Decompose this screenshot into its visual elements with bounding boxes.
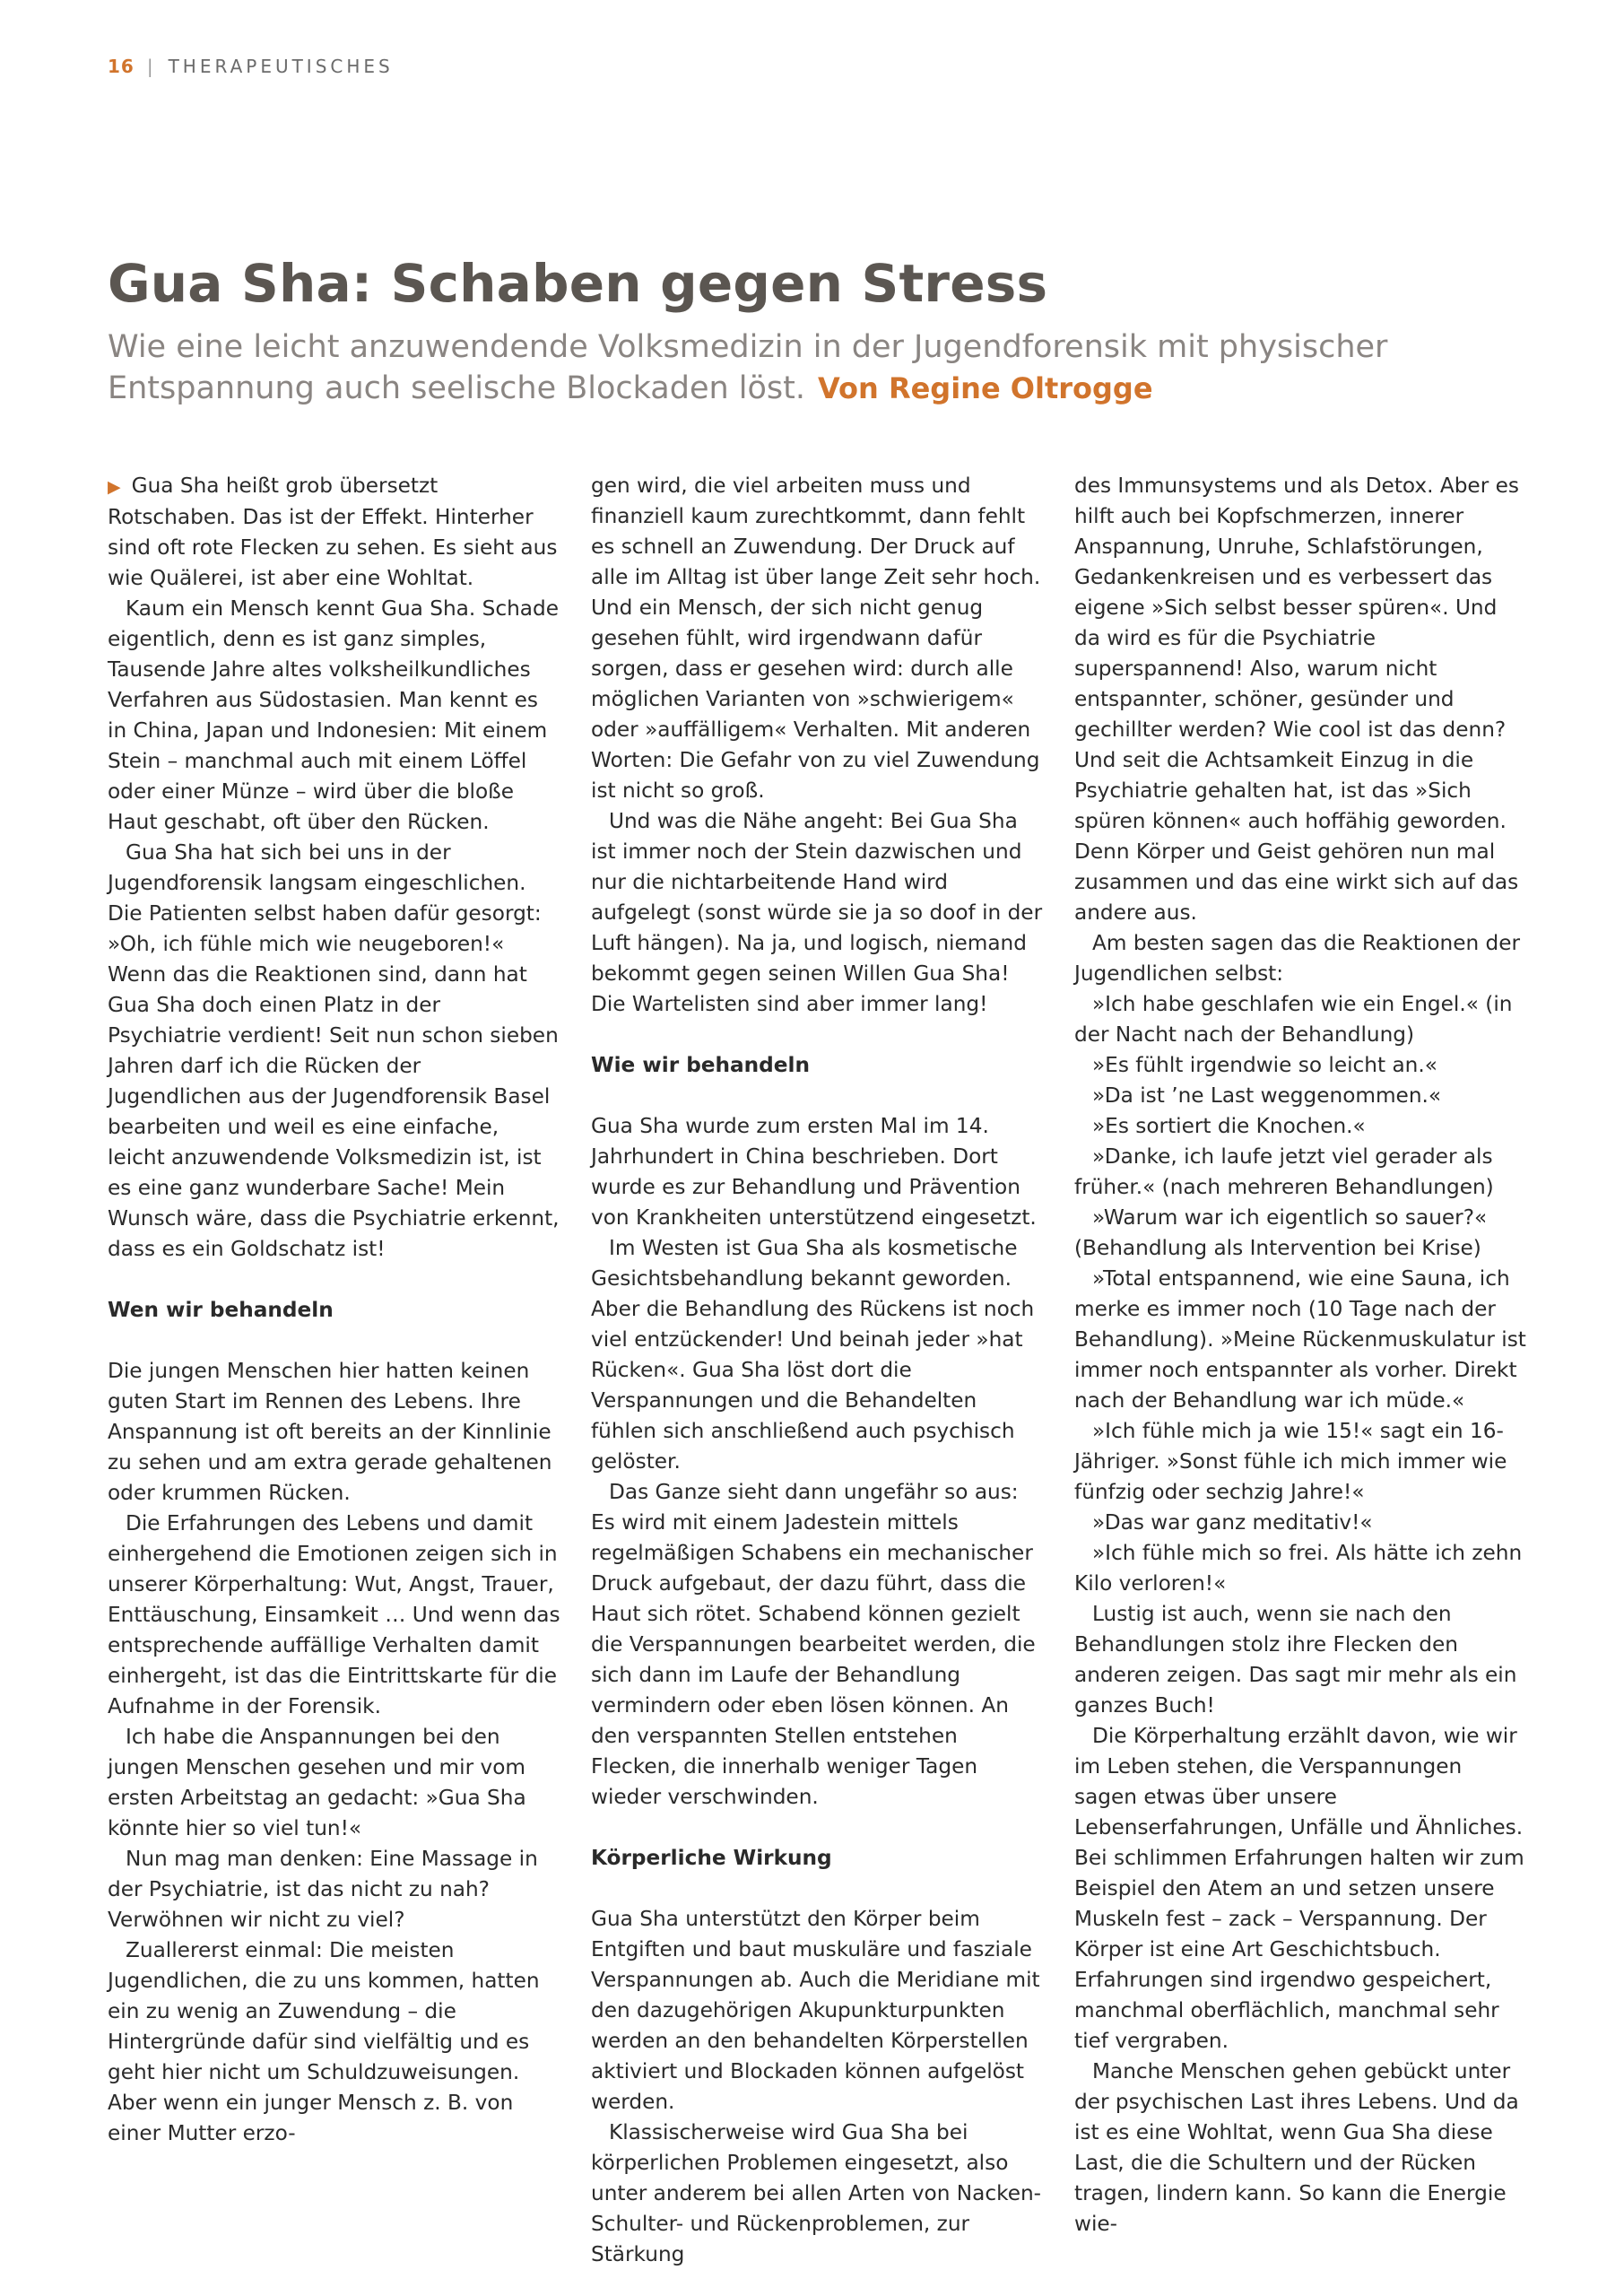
quote: »Ich fühle mich so frei. Als hätte ich zehn Kilo verloren!« xyxy=(1074,1541,1523,1596)
quote: »Es sortiert die Knochen.« xyxy=(1092,1114,1366,1138)
paragraph: Gua Sha unterstützt den Körper beim Entgiften und baut muskuläre und fasziale Verspannungen ab. Auch die Meridiane mit den dazugehörigen Akupunkturpunkten werden an den behandelten Körperstellen aktiviert und Blockaden können aufgelöst werden. xyxy=(591,1907,1040,2114)
quote: »Warum war ich eigentlich so sauer?« (Behandlung als Intervention bei Krise) xyxy=(1074,1205,1488,1260)
quote: »Total entspannend, wie eine Sauna, ich merke es immer noch (10 Tage nach der Behandlung). »Meine Rückenmuskulatur ist immer noch entspannter als vorher. Direkt nach der Behandlung war ich müde.« xyxy=(1074,1266,1526,1413)
running-head xyxy=(108,56,394,77)
text-column-1 xyxy=(108,471,560,2149)
paragraph: Kaum ein Mensch kennt Gua Sha. Schade eigentlich, denn es ist ganz simples, Tausende Jahre altes volksheilkundliches Verfahren aus Südostasien. Man kennt es in China, Japan und Indonesien: Mit einem Stein – manchmal auch mit einem Löffel oder einer Münze – wird über die bloße Haut geschabt, oft über den Rücken. xyxy=(108,596,559,834)
paragraph: Zuallererst einmal: Die meisten Jugendlichen, die zu uns kommen, hatten ein zu wenig an Zuwendung – die Hintergründe dafür sind vielfältig und es geht hier nicht um Schuldzuweisungen. Aber wenn ein junger Mensch z. B. von einer Mutter erzo- xyxy=(108,1938,540,2145)
paragraph: Ich habe die Anspannungen bei den jungen Menschen gesehen und mir vom ersten Arbeitstag an gedacht: »Gua Sha könnte hier so viel tun!« xyxy=(108,1725,526,1840)
paragraph: Nun mag man denken: Eine Massage in der Psychiatrie, ist das nicht zu nah? Verwöhnen wir nicht zu viel? xyxy=(108,1847,538,1932)
section-heading: Wen wir behandeln xyxy=(108,1298,334,1322)
paragraph: gen wird, die viel arbeiten muss und finanziell kaum zurechtkommt, dann fehlt es schnell an Zuwendung. Der Druck auf alle im Alltag ist über lange Zeit sehr hoch. Und ein Mensch, der sich nicht genug gesehen fühlt, wird irgendwann dafür sorgen, dass er gesehen wird: durch alle möglichen Varianten von »schwierigem« oder »auffälligem« Verhalten. Mit anderen Worten: Die Gefahr von zu viel Zuwendung ist nicht so groß. xyxy=(591,474,1041,803)
article-subtitle xyxy=(108,326,1560,409)
section-heading: Wie wir behandeln xyxy=(591,1053,810,1077)
article-title: Gua Sha: Schaben gegen Stress xyxy=(108,253,1048,314)
paragraph: Die Körperhaltung erzählt davon, wie wir im Leben stehen, die Verspannungen sagen etwas über unsere Lebenserfahrungen, Unfälle und Ähnliches. Bei schlimmen Erfahrungen halten wir zum Beispiel den Atem an und setzen unsere Muskeln fest – zack – Verspannung. Der Körper ist eine Art Geschichtsbuch. Erfahrungen sind irgendwo gespeichert, manchmal oberflächlich, manchmal sehr tief vergraben. xyxy=(1074,1724,1524,2053)
paragraph: Und was die Nähe angeht: Bei Gua Sha ist immer noch der Stein dazwischen und nur die nichtarbeitende Hand wird aufgelegt (sonst würde sie ja so doof in der Luft hängen). Na ja, und logisch, niemand bekommt gegen seinen Willen Gua Sha! Die Wartelisten sind aber immer lang! xyxy=(591,809,1043,1016)
paragraph: Die Erfahrungen des Lebens und damit einhergehend die Emotionen zeigen sich in unserer Körperhaltung: Wut, Angst, Trauer, Enttäuschung, Einsamkeit … Und wenn das entsprechende auffällige Verhalten damit einhergeht, ist das die Eintrittskarte für die Aufnahme in der Forensik. xyxy=(108,1511,560,1718)
subtitle-text: Wie eine leicht anzuwendende Volksmedizin in der Jugendforensik mit physischer Entspannung auch seelische Blockaden löst. xyxy=(108,329,1388,406)
triangle-bullet-icon: ▶ xyxy=(108,477,121,497)
paragraph: Im Westen ist Gua Sha als kosmetische Gesichtsbehandlung bekannt geworden. Aber die Behandlung des Rückens ist noch viel entzückender! Und beinah jeder »hat Rücken«. Gua Sha löst dort die Verspannungen und die Behandelten fühlen sich anschließend auch psychisch gelöster. xyxy=(591,1236,1035,1474)
paragraph: Am besten sagen das die Reaktionen der Jugendlichen selbst: xyxy=(1074,931,1521,986)
quote: »Ich habe geschlafen wie ein Engel.« (in der Nacht nach der Behandlung) xyxy=(1074,992,1513,1047)
quote: »Das war ganz meditativ!« xyxy=(1092,1510,1373,1535)
byline: Von Regine Oltrogge xyxy=(818,371,1153,405)
header-separator: | xyxy=(146,56,156,77)
section-heading: Körperliche Wirkung xyxy=(591,1846,832,1870)
paragraph: Gua Sha wurde zum ersten Mal im 14. Jahrhundert in China beschrieben. Dort wurde es zur Behandlung und Prävention von Krankheiten unterstützend eingesetzt. xyxy=(591,1114,1037,1230)
paragraph: Klassischerweise wird Gua Sha bei körperlichen Problemen eingesetzt, also unter anderem bei allen Arten von Nacken-Schulter- und Rückenproblemen, zur Stärkung xyxy=(591,2120,1042,2266)
paragraph: Lustig ist auch, wenn sie nach den Behandlungen stolz ihre Flecken den anderen zeigen. Das sagt mir mehr als ein ganzes Buch! xyxy=(1074,1602,1517,1718)
paragraph: Das Ganze sieht dann ungefähr so aus: Es wird mit einem Jadestein mittels regelmäßigen Schabens ein mechanischer Druck aufgebaut, der dazu führt, dass die Haut sich rötet. Schabend können gezielt die Verspannungen bearbeitet werden, die sich dann im Laufe der Behandlung vermindern oder eben lösen können. An den verspannten Stellen entstehen Flecken, die innerhalb weniger Tagen wieder verschwinden. xyxy=(591,1480,1036,1809)
paragraph: Gua Sha hat sich bei uns in der Jugendforensik langsam eingeschlichen. Die Patienten selbst haben dafür gesorgt: »Oh, ich fühle mich wie neugeboren!« Wenn das die Reaktionen sind, dann hat Gua Sha doch einen Platz in der Psychiatrie verdient! Seit nun schon sieben Jahren darf ich die Rücken der Jugendlichen aus der Jugendforensik Basel bearbeiten und weil es eine einfache, leicht anzuwendende Volksmedizin ist, ist es eine ganz wunderbare Sache! Mein Wunsch wäre, dass die Psychiatrie erkennt, dass es ein Goldschatz ist! xyxy=(108,840,560,1261)
paragraph: Manche Menschen gehen gebückt unter der psychischen Last ihres Lebens. Und da ist es eine Wohltat, wenn Gua Sha diese Last, die die Schultern und der Rücken tragen, lindern kann. So kann die Energie wie- xyxy=(1074,2059,1519,2236)
page-number: 16 xyxy=(108,56,135,77)
section-label: THERAPEUTISCHES xyxy=(168,56,394,77)
quote: »Da ist ’ne Last weggenommen.« xyxy=(1092,1083,1442,1108)
quote: »Ich fühle mich ja wie 15!« sagt ein 16-Jähriger. »Sonst fühle ich mich immer wie fünfzig oder sechzig Jahre!« xyxy=(1074,1419,1507,1504)
text-column-3 xyxy=(1074,471,1527,2239)
quote: »Es fühlt irgendwie so leicht an.« xyxy=(1092,1053,1437,1077)
paragraph: des Immunsystems und als Detox. Aber es hilft auch bei Kopfschmerzen, innerer Anspannung, Unruhe, Schlafstörungen, Gedankenkreisen und es verbessert das eigene »Sich selbst besser spüren«. Und da wird es für die Psychiatrie superspannend! Also, warum nicht entspannter, schöner, gesünder und gechillter werden? Wie cool ist das denn? Und seit die Achtsamkeit Einzug in die Psychiatrie gehalten hat, ist das »Sich spüren können« auch hoffähig geworden. Denn Körper und Geist gehören nun mal zusammen und das eine wirkt sich auf das andere aus. xyxy=(1074,474,1519,925)
text-column-2 xyxy=(591,471,1044,2270)
lead-text: Gua Sha heißt grob übersetzt Rotschaben. Das ist der Effekt. Hinterher sind oft rote Flecken zu sehen. Es sieht aus wie Quälerei, ist aber eine Wohltat. xyxy=(108,474,558,590)
lead-paragraph xyxy=(108,471,560,594)
quote: »Danke, ich laufe jetzt viel gerader als früher.« (nach mehreren Behandlungen) xyxy=(1074,1144,1494,1199)
paragraph: Die jungen Menschen hier hatten keinen guten Start im Rennen des Lebens. Ihre Anspannung ist oft bereits an der Kinnlinie zu sehen und am extra gerade gehaltenen oder krummen Rücken. xyxy=(108,1359,552,1505)
